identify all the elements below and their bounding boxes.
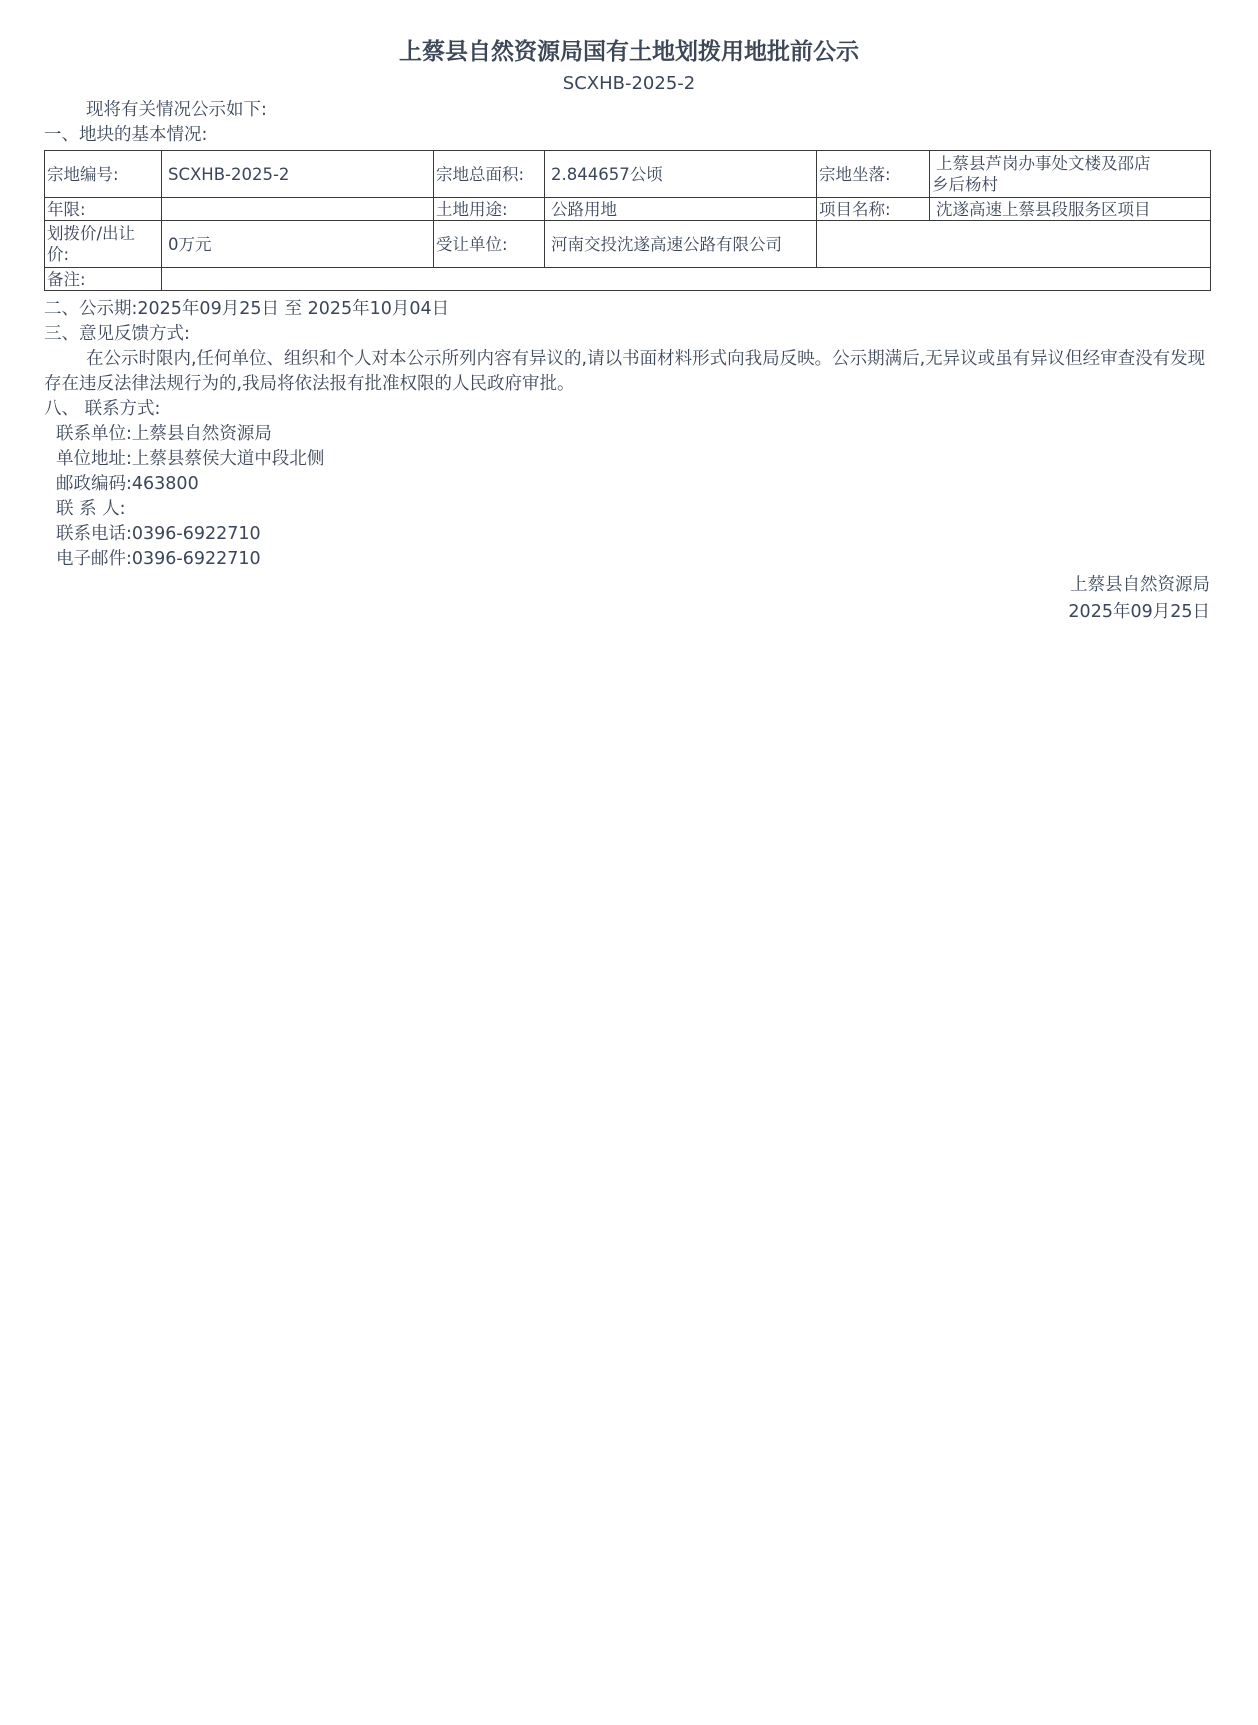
project-value: 沈遂高速上蔡县段服务区项目 xyxy=(930,198,1211,221)
feedback-paragraph: 在公示时限内,任何单位、组织和个人对本公示所列内容有异议的,请以书面材料形式向我局反映。公示期满后,无异议或虽有异议但经审查没有发现存在违反法律法规行为的,我局将依法报有批准权限的人民政府审批。 xyxy=(44,349,1206,394)
contact-unit: 联系单位:上蔡县自然资源局 xyxy=(56,424,272,444)
area-value: 2.844657公顷 xyxy=(545,151,817,198)
remark-label: 备注: xyxy=(45,268,162,291)
land-use-label: 土地用途: xyxy=(434,198,545,221)
grantee-label: 受让单位: xyxy=(434,221,545,268)
remark-value xyxy=(162,268,1211,291)
document-code: SCXHB-2025-2 xyxy=(562,73,696,94)
parcel-info-table xyxy=(44,150,1211,291)
page-title: 上蔡县自然资源局国有土地划拨用地批前公示 xyxy=(399,39,859,65)
contact-address: 单位地址:上蔡县蔡侯大道中段北侧 xyxy=(56,449,325,469)
signature-date: 2025年09月25日 xyxy=(1068,602,1210,622)
location-line-2: 乡后杨村 xyxy=(932,175,998,194)
empty-cell xyxy=(817,221,1211,268)
table-row xyxy=(45,151,1211,198)
intro-text: 现将有关情况公示如下: xyxy=(86,100,267,120)
parcel-no-label: 宗地编号: xyxy=(45,151,162,198)
table-row xyxy=(45,268,1211,291)
contact-phone: 联系电话:0396-6922710 xyxy=(56,524,261,544)
term-value xyxy=(162,198,434,221)
location-value xyxy=(930,151,1211,198)
contact-email: 电子邮件:0396-6922710 xyxy=(56,549,261,569)
contact-postcode: 邮政编码:463800 xyxy=(56,474,199,494)
location-label: 宗地坐落: xyxy=(817,151,930,198)
area-label: 宗地总面积: xyxy=(434,151,545,198)
land-use-value: 公路用地 xyxy=(545,198,817,221)
signature-org: 上蔡县自然资源局 xyxy=(1070,575,1210,595)
contact-person: 联 系 人: xyxy=(56,499,126,519)
parcel-no-value: SCXHB-2025-2 xyxy=(162,151,434,198)
location-line-1: 上蔡县芦岗办事处文楼及邵店 xyxy=(936,154,1151,173)
price-value: 0万元 xyxy=(162,221,434,268)
section-publicity-period: 二、公示期:2025年09月25日 至 2025年10月04日 xyxy=(44,299,450,319)
price-label-line-2: 价: xyxy=(47,245,70,264)
section-basic-info: 一、地块的基本情况: xyxy=(44,125,208,145)
price-label xyxy=(45,221,162,268)
price-label-line-1: 划拨价/出让 xyxy=(47,224,136,243)
section-feedback: 三、意见反馈方式: xyxy=(44,324,190,344)
table-row xyxy=(45,198,1211,221)
grantee-value: 河南交投沈遂高速公路有限公司 xyxy=(545,221,817,268)
section-contact: 八、 联系方式: xyxy=(44,399,161,419)
term-label: 年限: xyxy=(45,198,162,221)
project-label: 项目名称: xyxy=(817,198,930,221)
announcement-page xyxy=(44,36,1214,626)
table-row xyxy=(45,221,1211,268)
